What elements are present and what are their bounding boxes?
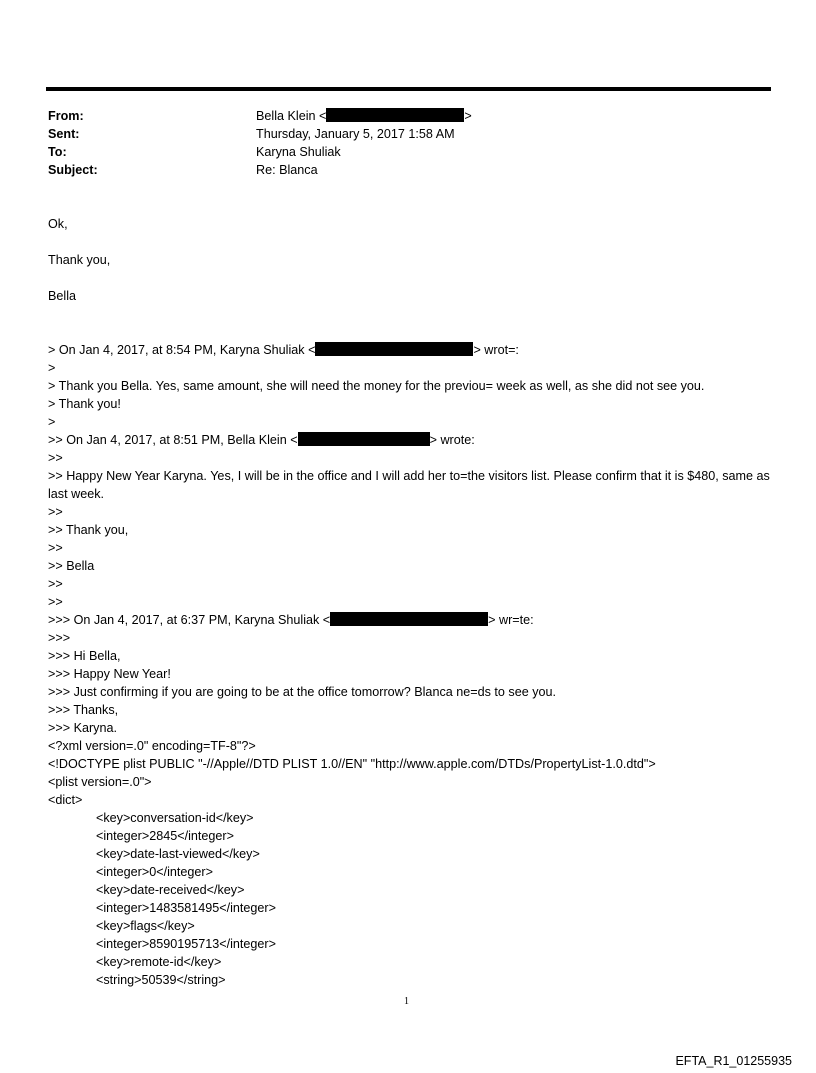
quote-text: > wr=te: [488,613,534,627]
quote-line: > [48,415,56,429]
redaction-block [315,342,473,356]
to-value: Karyna Shuliak [256,145,341,159]
quote-line: >> [48,451,63,465]
sent-value: Thursday, January 5, 2017 1:58 AM [256,127,455,141]
xml-line: <dict> [48,793,83,807]
quote-line: >> [48,595,63,609]
page-number: 1 [404,996,409,1007]
quote-line: >>> Thanks, [48,703,119,717]
redaction-block [330,612,488,626]
quote-text: > On Jan 4, 2017, at 8:54 PM, Karyna Shuliak < [48,343,316,357]
body-line: Thank you, [48,253,111,267]
quote-text: >>> On Jan 4, 2017, at 6:37 PM, Karyna Shuliak < [48,613,331,627]
xml-line: <integer>8590195713</integer> [96,937,276,951]
from-close: > [464,109,472,123]
xml-line: <key>flags</key> [96,919,195,933]
xml-line: <key>remote-id</key> [96,955,222,969]
body-line: Bella [48,289,77,303]
quote-line: >> Thank you, [48,523,129,537]
quote-text: > wrot=: [473,343,519,357]
redaction-block [298,432,430,446]
quote-line: >>> Just confirming if you are going to be at the office tomorrow? Blanca ne=ds to see you. [48,685,557,699]
to-row [48,143,472,161]
from-label: From: [48,109,84,123]
subject-label: Subject: [48,163,98,177]
xml-line: <key>date-last-viewed</key> [96,847,260,861]
sent-label: Sent: [48,127,80,141]
quote-line [48,341,519,359]
xml-line: <?xml version=.0" encoding=TF-8"?> [48,739,256,753]
redaction-block [326,108,464,122]
subject-row [48,161,472,179]
xml-line: <integer>0</integer> [96,865,213,879]
quote-line: >> [48,577,63,591]
email-header [48,107,472,179]
quote-line: > Thank you! [48,397,121,411]
quote-line: >> [48,505,63,519]
sent-row [48,125,472,143]
quote-line: > [48,361,56,375]
xml-line: <plist version=.0"> [48,775,152,789]
quote-line: >> Happy New Year Karyna. Yes, I will be in the office and I will add her to=the visitors list. Please confirm that it is $480, same as last week. [48,469,770,501]
quote-line: >>> Karyna. [48,721,117,735]
xml-line: <key>date-received</key> [96,883,245,897]
quote-line: >> Bella [48,559,95,573]
xml-line: <!DOCTYPE plist PUBLIC "-//Apple//DTD PLIST 1.0//EN" "http://www.apple.com/DTDs/PropertyList-1.0.dtd"> [48,757,656,771]
to-label: To: [48,145,67,159]
quote-line [48,611,534,629]
quote-line: >>> [48,631,71,645]
quote-text: > wrote: [429,433,475,447]
header-rule [46,87,771,91]
quote-line: >>> Hi Bella, [48,649,121,663]
quote-text: >> On Jan 4, 2017, at 8:51 PM, Bella Klein < [48,433,298,447]
xml-line: <string>50539</string> [96,973,226,987]
quote-line: >>> Happy New Year! [48,667,171,681]
xml-line: <integer>2845</integer> [96,829,234,843]
subject-value: Re: Blanca [256,163,318,177]
bates-number: EFTA_R1_01255935 [675,1054,792,1068]
quote-line: > Thank you Bella. Yes, same amount, she will need the money for the previou= week as well, as she did not see you. [48,379,705,393]
quote-line: >> [48,541,63,555]
body-line: Ok, [48,217,68,231]
xml-line: <key>conversation-id</key> [96,811,254,825]
from-value [256,107,472,125]
from-row [48,107,472,125]
quote-line [48,431,475,449]
from-name: Bella Klein < [256,109,327,123]
xml-line: <integer>1483581495</integer> [96,901,276,915]
